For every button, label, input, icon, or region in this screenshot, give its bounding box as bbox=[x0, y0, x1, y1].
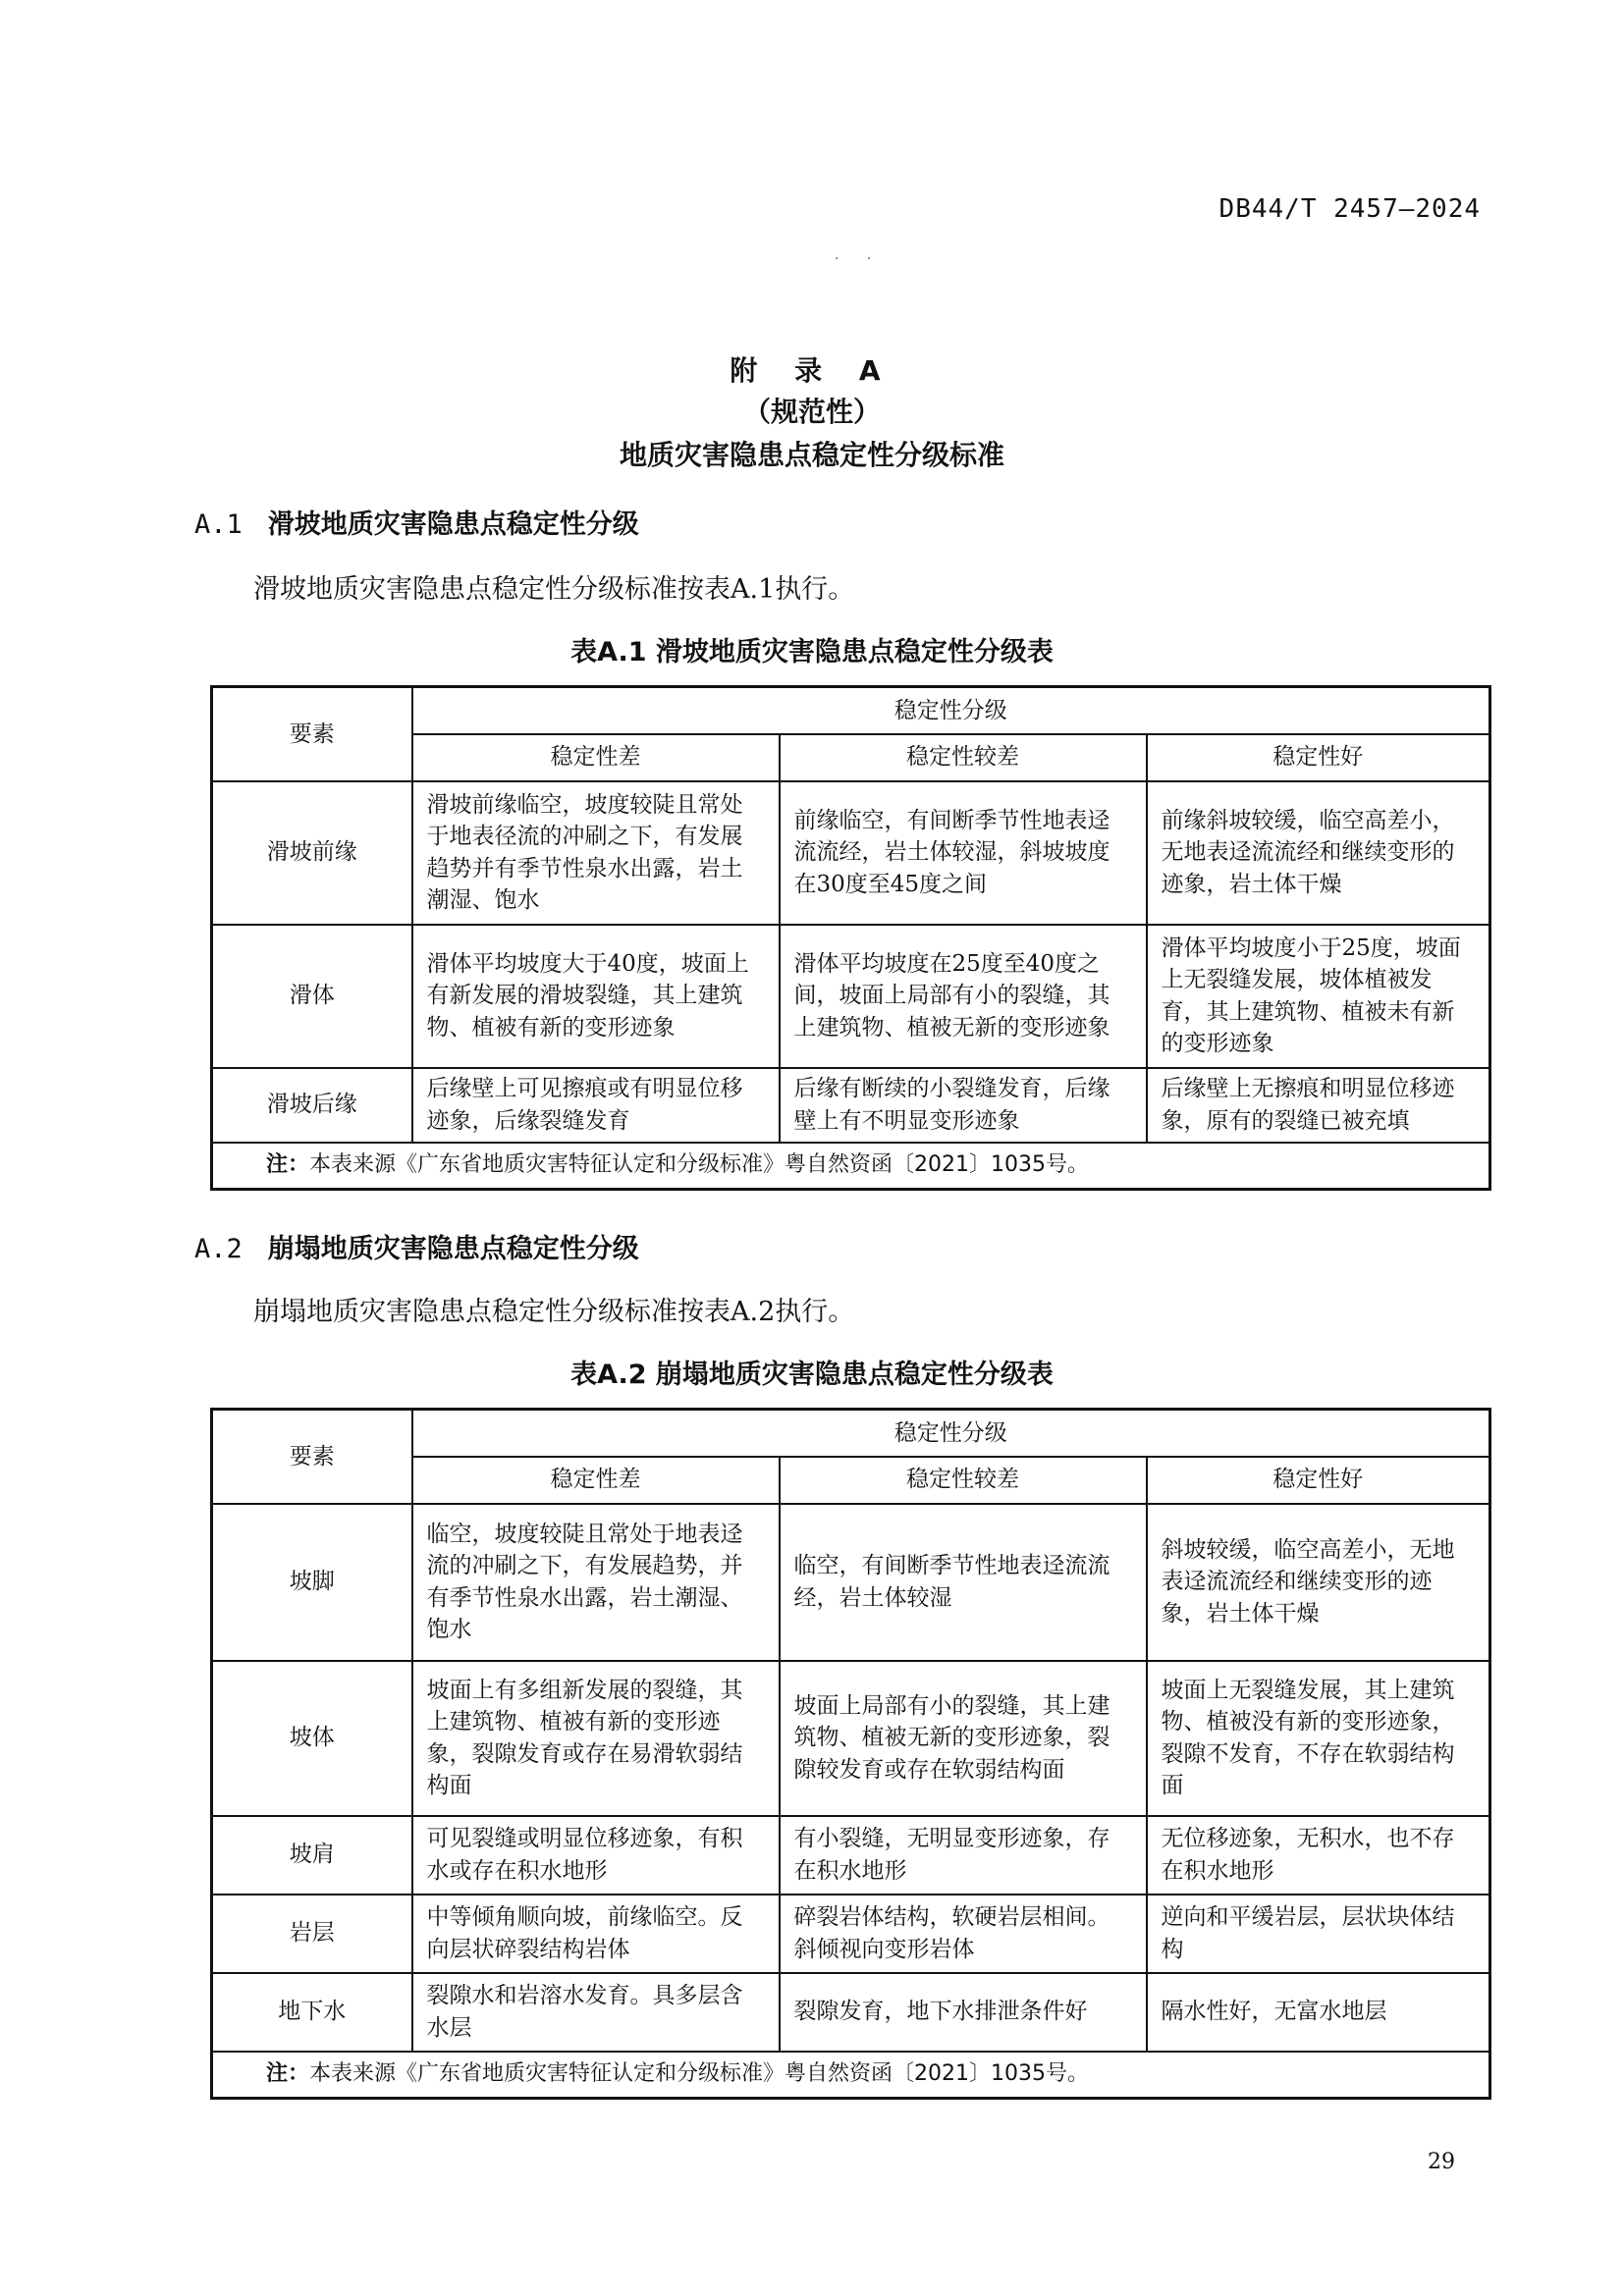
cell-fair: 裂隙发育，地下水排泄条件好 bbox=[780, 1973, 1147, 2052]
appendix-type: （规范性） bbox=[742, 396, 881, 428]
cell-good: 后缘壁上无擦痕和明显位移迹象，原有的裂缝已被充填 bbox=[1147, 1068, 1490, 1143]
table-row bbox=[212, 781, 1490, 925]
table-row bbox=[212, 1816, 1490, 1895]
appendix-title: 附 录 A bbox=[730, 354, 894, 387]
cell-good: 隔水性好，无富水地层 bbox=[1147, 1973, 1490, 2052]
cell-good: 坡面上无裂缝发展，其上建筑物、植被没有新的变形迹象，裂隙不发育，不存在软弱结构面 bbox=[1147, 1661, 1490, 1816]
row-factor: 坡脚 bbox=[212, 1504, 412, 1661]
section-number: A.1 bbox=[194, 509, 243, 540]
header-col-fair: 稳定性较差 bbox=[780, 1457, 1147, 1504]
section-a2-heading bbox=[194, 1227, 639, 1265]
cell-poor: 可见裂缝或明显位移迹象，有积水或存在积水地形 bbox=[412, 1816, 780, 1895]
cell-fair: 碎裂岩体结构，软硬岩层相间。斜倾视向变形岩体 bbox=[780, 1895, 1147, 1973]
row-factor: 坡体 bbox=[212, 1661, 412, 1816]
cell-fair: 坡面上局部有小的裂缝，其上建筑物、植被无新的变形迹象，裂隙较发育或存在软弱结构面 bbox=[780, 1661, 1147, 1816]
cell-fair: 后缘有断续的小裂缝发育，后缘壁上有不明显变形迹象 bbox=[780, 1068, 1147, 1143]
table-row bbox=[212, 925, 1490, 1068]
header-col-poor: 稳定性差 bbox=[412, 1457, 780, 1504]
table-a2-caption: 表A.2 崩塌地质灾害隐患点稳定性分级表 bbox=[570, 1360, 1054, 1390]
cell-good: 斜坡较缓，临空高差小，无地表迳流流经和继续变形的迹象，岩土体干燥 bbox=[1147, 1504, 1490, 1661]
cell-poor: 滑坡前缘临空，坡度较陡且常处于地表径流的冲刷之下，有发展趋势并有季节性泉水出露，岩土潮湿、饱水 bbox=[412, 781, 780, 925]
cell-good: 无位移迹象，无积水，也不存在积水地形 bbox=[1147, 1816, 1490, 1895]
appendix-name: 地质灾害隐患点稳定性分级标准 bbox=[619, 439, 1004, 471]
cell-poor: 临空，坡度较陡且常处于地表迳流的冲刷之下，有发展趋势，并有季节性泉水出露，岩土潮湿、饱水 bbox=[412, 1504, 780, 1661]
cell-poor: 中等倾角顺向坡，前缘临空。反向层状碎裂结构岩体 bbox=[412, 1895, 780, 1973]
header-col-good: 稳定性好 bbox=[1147, 734, 1490, 781]
header-stability-group: 稳定性分级 bbox=[412, 1410, 1490, 1457]
page-number: 29 bbox=[1428, 2150, 1455, 2174]
cell-poor: 后缘壁上可见擦痕或有明显位移迹象，后缘裂缝发育 bbox=[412, 1068, 780, 1143]
section-title: 崩塌地质灾害隐患点稳定性分级 bbox=[267, 1234, 639, 1264]
cell-good: 前缘斜坡较缓，临空高差小，无地表迳流流经和继续变形的迹象，岩土体干燥 bbox=[1147, 781, 1490, 925]
table-row bbox=[212, 1504, 1490, 1661]
cell-fair: 有小裂缝，无明显变形迹象，存在积水地形 bbox=[780, 1816, 1147, 1895]
row-factor: 地下水 bbox=[212, 1973, 412, 2052]
note-text: 本表来源《广东省地质灾害特征认定和分级标准》粤自然资函〔2021〕1035号。 bbox=[309, 1151, 1089, 1177]
header-col-good: 稳定性好 bbox=[1147, 1457, 1490, 1504]
header-factor: 要素 bbox=[212, 1410, 412, 1504]
header-col-poor: 稳定性差 bbox=[412, 734, 780, 781]
header-factor: 要素 bbox=[212, 687, 412, 781]
document-number: DB44/T 2457—2024 bbox=[1218, 194, 1481, 224]
note-label: 注： bbox=[266, 2060, 310, 2086]
section-a1-heading bbox=[194, 503, 639, 541]
note-text: 本表来源《广东省地质灾害特征认定和分级标准》粤自然资函〔2021〕1035号。 bbox=[309, 2060, 1089, 2086]
row-factor: 滑坡后缘 bbox=[212, 1068, 412, 1143]
row-factor: 坡肩 bbox=[212, 1816, 412, 1895]
table-row bbox=[212, 1661, 1490, 1816]
table-row bbox=[212, 1973, 1490, 2052]
section-a1-paragraph: 滑坡地质灾害隐患点稳定性分级标准按表A.1执行。 bbox=[253, 574, 855, 605]
cell-fair: 前缘临空，有间断季节性地表迳流流经，岩土体较湿，斜坡坡度在30度至45度之间 bbox=[780, 781, 1147, 925]
cell-poor: 裂隙水和岩溶水发育。具多层含水层 bbox=[412, 1973, 780, 2052]
section-number: A.2 bbox=[194, 1234, 243, 1264]
header-col-fair: 稳定性较差 bbox=[780, 734, 1147, 781]
cell-fair: 临空，有间断季节性地表迳流流经，岩土体较湿 bbox=[780, 1504, 1147, 1661]
cell-poor: 坡面上有多组新发展的裂缝，其上建筑物、植被有新的变形迹象，裂隙发育或存在易滑软弱结构面 bbox=[412, 1661, 780, 1816]
cell-good: 逆向和平缓岩层，层状块体结构 bbox=[1147, 1895, 1490, 1973]
section-a2-paragraph: 崩塌地质灾害隐患点稳定性分级标准按表A.2执行。 bbox=[253, 1297, 855, 1327]
table-row bbox=[212, 1895, 1490, 1973]
cell-poor: 滑体平均坡度大于40度，坡面上有新发展的滑坡裂缝，其上建筑物、植被有新的变形迹象 bbox=[412, 925, 780, 1068]
cell-good: 滑体平均坡度小于25度，坡面上无裂缝发展，坡体植被发育，其上建筑物、植被未有新的变形迹象 bbox=[1147, 925, 1490, 1068]
table-row bbox=[212, 1068, 1490, 1143]
decorative-dots: · · bbox=[835, 251, 884, 267]
table-note bbox=[212, 2052, 1490, 2099]
row-factor: 岩层 bbox=[212, 1895, 412, 1973]
table-note bbox=[212, 1143, 1490, 1190]
row-factor: 滑体 bbox=[212, 925, 412, 1068]
header-stability-group: 稳定性分级 bbox=[412, 687, 1490, 734]
row-factor: 滑坡前缘 bbox=[212, 781, 412, 925]
table-a1 bbox=[210, 685, 1491, 1191]
cell-fair: 滑体平均坡度在25度至40度之间，坡面上局部有小的裂缝，其上建筑物、植被无新的变形迹象 bbox=[780, 925, 1147, 1068]
note-label: 注： bbox=[266, 1151, 310, 1177]
table-a1-caption: 表A.1 滑坡地质灾害隐患点稳定性分级表 bbox=[570, 637, 1054, 667]
section-title: 滑坡地质灾害隐患点稳定性分级 bbox=[267, 509, 639, 540]
table-a2 bbox=[210, 1408, 1491, 2100]
